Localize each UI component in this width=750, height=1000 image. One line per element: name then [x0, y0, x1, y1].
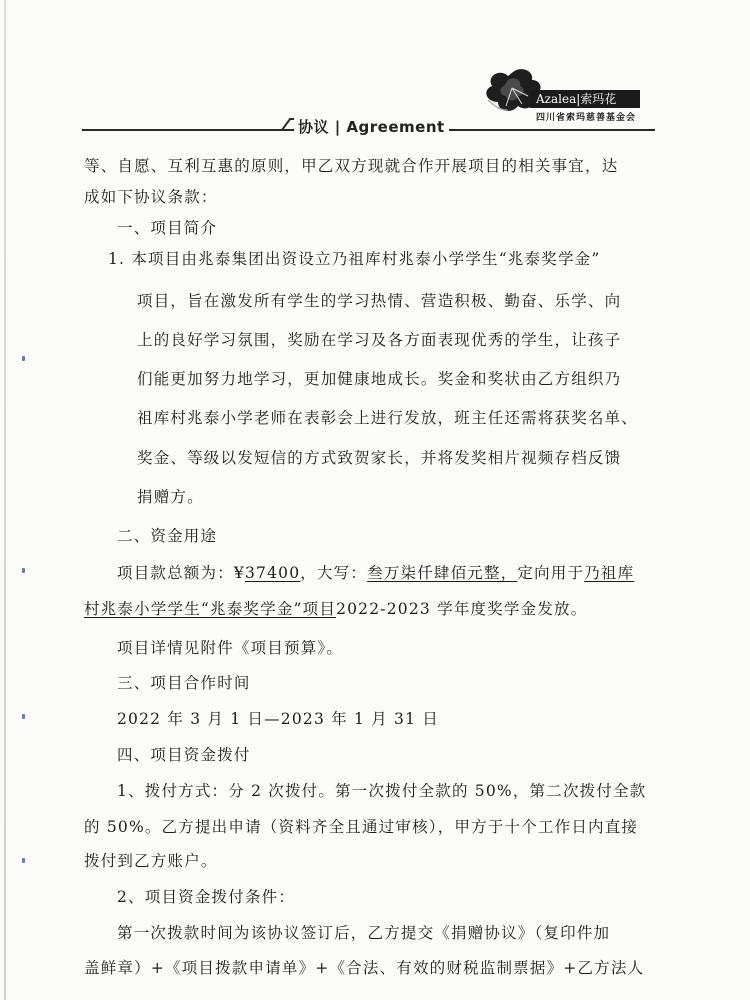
section-heading: 四、项目资金拨付 [117, 746, 251, 764]
logo-brand: Azalea|索玛花 [530, 90, 640, 108]
body-line: 等、自愿、互利互惠的原则，甲乙双方现就合作开展项目的相关事宜，达 [84, 157, 619, 175]
body-line: 1、拨付方式：分 2 次拨付。第一次拨付全款的 50%，第二次拨付全款 [117, 782, 647, 800]
margin-mark [22, 568, 25, 573]
margin-mark [22, 714, 25, 719]
amount-target-cont: 村兆泰小学学生“兆泰奖学金”项目 [84, 600, 337, 618]
amount-mid2: 定向用于 [517, 564, 585, 582]
margin-mark [22, 356, 25, 361]
amount-line-2 [84, 594, 587, 625]
amount-tail: 2022-2023 学年度奖学金发放。 [336, 600, 588, 618]
foundation-logo [478, 66, 658, 126]
body-line: 上的良好学习氛围，奖励在学习及各方面表现优秀的学生，让孩子 [137, 331, 622, 349]
body-line: 第一次拨款时间为该协议签订后，乙方提交《捐赠协议》（复印件加 [117, 924, 611, 942]
amount-prefix: 项目款总额为：¥ [117, 564, 245, 582]
amount-value: 37400 [244, 564, 301, 582]
page-edge [4, 0, 6, 1000]
project-period: 2022 年 3 月 1 日—2023 年 1 月 31 日 [117, 710, 439, 728]
body-line: 项目，旨在激发所有学生的学习热情、营造积极、勤奋、乐学、向 [137, 292, 622, 310]
logo-org-name: 四川省索玛慈善基金会 [536, 113, 637, 123]
amount-mid: ，大写： [300, 564, 368, 582]
body-line: 1. 本项目由兆泰集团出资设立乃祖库村兆泰小学学生“兆泰奖学金” [108, 250, 601, 268]
amount-in-words: 叁万柒仟肆佰元整， [367, 564, 518, 582]
body-line: 的 50%。乙方提出申请（资料齐全且通过审核），甲方于十个工作日内直接 [84, 818, 639, 836]
section-heading: 三、项目合作时间 [117, 674, 251, 692]
amount-target: 乃祖库 [584, 564, 635, 582]
body-line: 们能更加努力地学习，更加健康地成长。奖金和奖状由乙方组织乃 [137, 370, 622, 388]
header-title: 协议 | Agreement [294, 116, 449, 137]
body-line: 捐赠方。 [137, 488, 204, 506]
margin-mark [22, 858, 25, 863]
body-line: 拨付到乙方账户。 [84, 852, 218, 870]
body-line: 祖库村兆泰小学老师在表彰会上进行发放，班主任还需将获奖名单、 [137, 409, 639, 427]
body-line: 盖鲜章）+《项目拨款申请单》+《合法、有效的财税监制票据》+乙方法人 [84, 959, 645, 977]
body-line: 成如下协议条款： [84, 188, 218, 206]
section-heading: 一、项目简介 [117, 219, 218, 237]
body-line: 项目详情见附件《项目预算》。 [117, 639, 344, 657]
body-line: 2、项目资金拨付条件： [117, 888, 296, 906]
section-heading: 二、资金用途 [117, 527, 218, 545]
amount-line [117, 558, 634, 589]
body-line: 奖金、等级以发短信的方式致贺家长，并将发奖相片视频存档反馈 [137, 449, 622, 467]
